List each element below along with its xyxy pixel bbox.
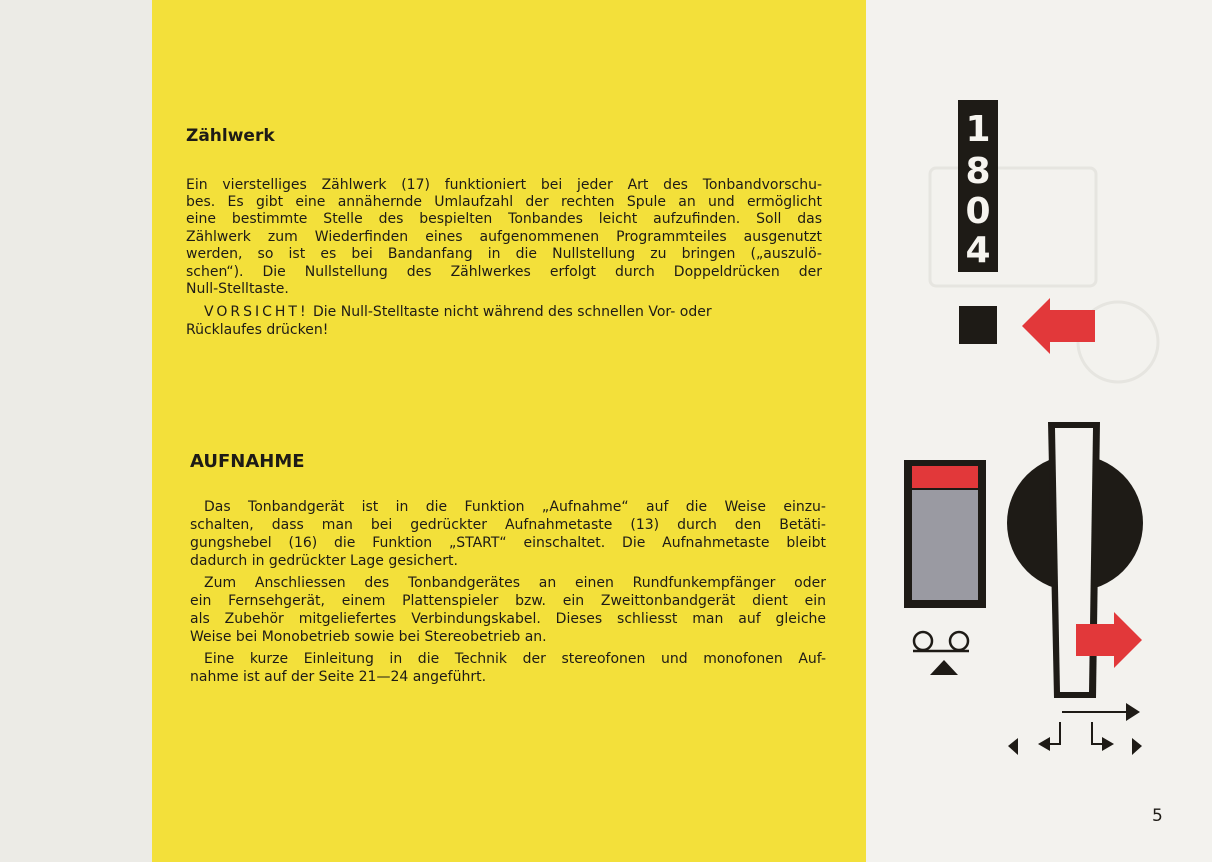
warning-text: Die Null-Stelltaste nicht während des schnellen Vor- oder — [313, 304, 712, 320]
recording-heading: AUFNAHME — [190, 451, 305, 472]
counter-digit: 1 — [965, 109, 991, 150]
counter-line: schen“). Die Nullstellung des Zählwerkes erfolgt durch Doppeldrücken der — [186, 264, 822, 280]
record-button — [904, 460, 986, 608]
recording-line: dadurch in gedrückter Lage gesichert. — [190, 553, 458, 569]
counter-heading: Zählwerk — [186, 126, 275, 146]
counter-digit: 0 — [965, 191, 991, 232]
page-number: 5 — [1152, 806, 1163, 826]
counter-line: Null-Stelltaste. — [186, 281, 289, 297]
warning-line: Rücklaufes drücken! — [186, 322, 329, 338]
recording-line: Zum Anschliessen des Tonbandgerätes an einen Rundfunkempfänger oder — [204, 575, 826, 591]
left-arrow-icon — [1022, 298, 1095, 354]
counter-line: bes. Es gibt eine annähernde Umlaufzahl der rechten Spule an und ermöglicht — [186, 194, 822, 210]
counter-line: Zählwerk zum Wiederfinden eines aufgenommenen Programmteiles ausgenutzt — [186, 229, 822, 245]
counter-digit: 8 — [965, 151, 991, 192]
recording-line: gungshebel (16) die Funktion „START“ einschaltet. Die Aufnahmetaste bleibt — [190, 535, 826, 551]
recording-line: Das Tonbandgerät ist in die Funktion „Aufnahme“ auf die Weise einzu- — [204, 499, 826, 515]
counter-line: werden, so ist es bei Bandanfang in die Nullstellung zu bringen („auszulö- — [186, 246, 822, 262]
faint-background-outline — [930, 168, 1096, 286]
recording-line: Eine kurze Einleitung in die Technik der stereofonen und monofonen Auf- — [204, 651, 826, 667]
recording-line: schalten, dass man bei gedrückter Aufnahmetaste (13) durch den Betäti- — [190, 517, 826, 533]
recording-line: als Zubehör mitgeliefertes Verbindungskabel. Dieses schliesst man auf gleiche — [190, 611, 826, 627]
eject-triangle-icon — [930, 660, 958, 675]
recording-line: nahme ist auf der Seite 21—24 angeführt. — [190, 669, 487, 685]
counter-line: eine bestimmte Stelle des bespielten Tonbandes leicht aufzufinden. Soll das — [186, 211, 822, 227]
counter-digit: 4 — [965, 230, 991, 271]
direction-arrows-icon — [1008, 703, 1142, 755]
record-button-face — [912, 490, 978, 600]
record-button-red-cap — [912, 466, 978, 488]
warning-word: VORSICHT! — [204, 304, 309, 320]
recording-line: Weise bei Monobetrieb sowie bei Stereobetrieb an. — [190, 629, 547, 645]
recording-line: ein Fernsehgerät, einem Plattenspieler bzw. ein Zweittonbandgerät dient ein — [190, 593, 826, 609]
counter-display — [958, 100, 998, 272]
reset-button-square — [959, 306, 997, 344]
tape-reel-icon — [913, 632, 969, 651]
counter-line: Ein vierstelliges Zählwerk (17) funktioniert bei jeder Art des Tonbandvorschu- — [186, 177, 822, 193]
